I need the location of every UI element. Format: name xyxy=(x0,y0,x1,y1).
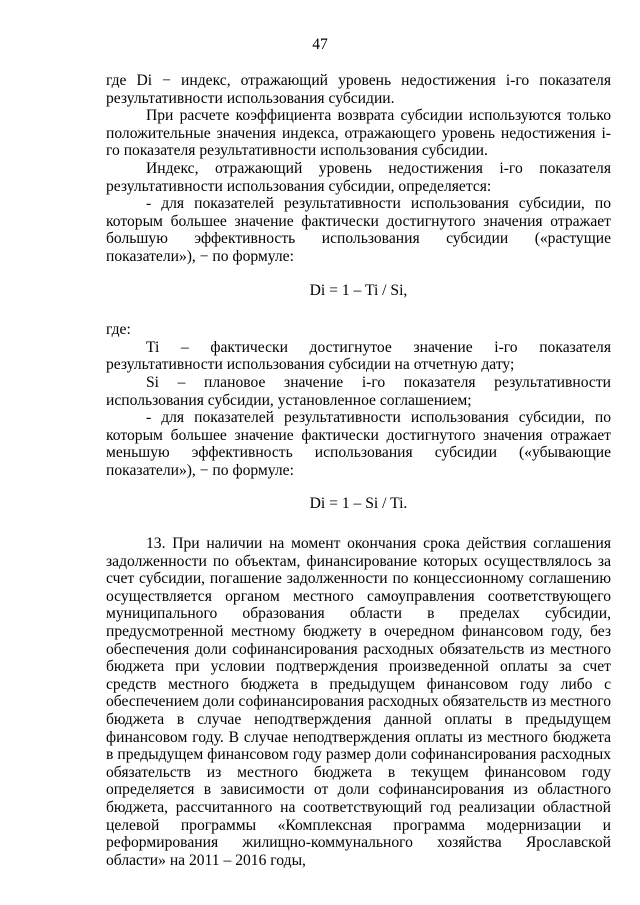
paragraph-index-definition: Индекс, отражающий уровень недостижения i-го показателя результативности использования субсидии, определяется: xyxy=(106,159,611,195)
formula-decreasing: Di = 1 – Si / Ti. xyxy=(309,495,408,513)
formula-growing: Di = 1 – Ti / Si, xyxy=(309,281,408,299)
page-number: 47 xyxy=(312,36,328,53)
paragraph-item-13: 13. При наличии на момент окончания срока действия соглашения задолженности по объектам, финансирование которых осуществлялось за счет субсидии, погашение задолженности по концессионному соглашению осуществляется органом местного самоуправления соответствующего муниципального образования области в пределах субсидии, предусмотренной местному бюджету в очередном финансовом году, без обеспечения доли софинансирования расходных обязательств из местного бюджета при условии подтверждения произведенной оплаты за счет средств местного бюджета в предыдущем финансовом году либо с обеспечением доли софинансирования расходных обязательств из местного бюджета в случае неподтверждения данной оплаты в предыдущем финансовом году. В случае неподтверждения оплаты из местного бюджета в предыдущем финансовом году размер доли софинансирования расходных обязательств из местного бюджета в текущем финансовом году определяется в зависимости от доли софинансирования из областного бюджета, рассчитанного на соответствующий год реализации областной целевой программы «Комплексная программа модернизации и реформирования жилищно-коммунального хозяйства Ярославской области» на 2011 – 2016 годы, xyxy=(106,535,611,869)
paragraph-ti-definition: Ti – фактически достигнутое значение i-го показателя результативности использования субсидии на отчетную дату; xyxy=(106,338,611,374)
document-body xyxy=(106,72,611,869)
paragraph-positive-values: При расчете коэффициента возврата субсидии используются только положительные значения индекса, отражающего уровень недостижения i-го показателя результативности использования субсидии. xyxy=(106,107,611,160)
where-label: где: xyxy=(106,321,131,339)
paragraph-di-definition: где Di − индекс, отражающий уровень недостижения i-го показателя результативности использования субсидии. xyxy=(106,72,611,107)
paragraph-decreasing-indicators: - для показателей результативности использования субсидии, по которым большее значение фактически достигнутого значения отражает меньшую эффективность использования субсидии («убывающие показатели»), − по формуле: xyxy=(106,409,611,479)
paragraph-growing-indicators: - для показателей результативности использования субсидии, по которым большее значение фактически достигнутого значения отражает большую эффективность использования субсидии («растущие показатели»), − по формуле: xyxy=(106,195,611,265)
paragraph-si-definition: Si – плановое значение i-го показателя результативности использования субсидии, установленное соглашением; xyxy=(106,373,611,409)
